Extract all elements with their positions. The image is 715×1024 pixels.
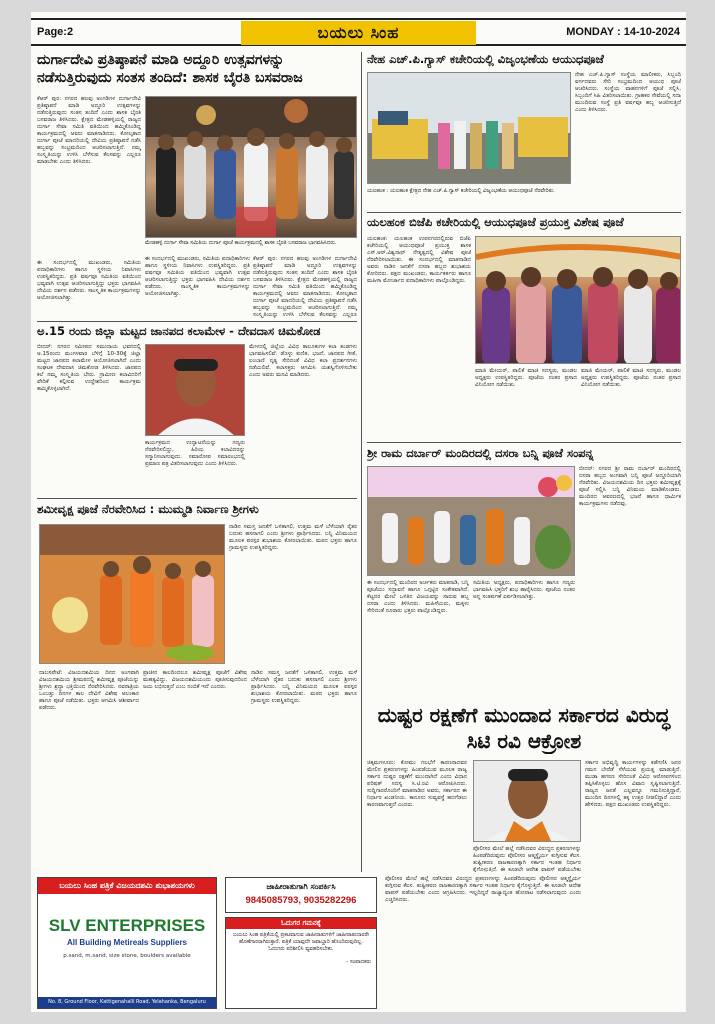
headline-shamivruksha: ಶಮೀವೃಕ್ಷ ಪೂಜೆ ನೆರವೇರಿಸಿದ : ಮುಮ್ಮಡಿ ನಿರ್ವಾಣ ಶ್ರೀಗಳು	[37, 502, 259, 516]
photo-bjp-puja	[475, 236, 681, 364]
headline-ctravi: ದುಷ್ಟರ ರಕ್ಷಣೆಗೆ ಮುಂದಾದ ಸರ್ಕಾರದ ವಿರುದ್ಧ ಸಿಟಿ ರವಿ ಆಕ್ರೋಶ	[377, 703, 671, 753]
issue-date: MONDAY : 14-10-2024	[566, 26, 680, 38]
article-bjp-body: ಯಲಹಂಕ: ಯಲಹಂಕ ಉಪನಗರದಲ್ಲಿರುವ ಬಿಜೆಪಿ ಕಚೇರಿಯಲ್ಲಿ ಆಯುಧಪೂಜೆ ಪ್ರಯುಕ್ತ ಶಾಸಕ ಎಸ್.ಆರ್.ವಿಶ್ವನಾಥ್ ನೇತೃತ್ವದಲ್ಲಿ ವಿಶೇಷ ಪೂಜೆ ನೆರವೇರಿಸಲಾಯಿತು. ಈ ಸಂದರ್ಭದಲ್ಲಿ ಮಾತನಾಡಿದ ಅವರು ನಾಡಿನ ಜನತೆಗೆ ದಸರಾ ಹಬ್ಬದ ಶುಭಾಶಯ ಕೋರಿದರು. ಪಕ್ಷದ ಮುಖಂಡರು, ಕಾರ್ಯಕರ್ತರು ಹಾಗೂ ಮಹಿಳಾ ಮೋರ್ಚಾದ ಪದಾಧಿಕಾರಿಗಳು ಪಾಲ್ಗೊಂಡಿದ್ದರು.	[367, 236, 471, 284]
ad-banner: ಬಯಲು ಸಿಂಹ ಪತ್ರಿಕೆ ವಿಜಯದಶಮಿ ಶುಭಾಶಯಗಳು	[38, 878, 216, 894]
article-janapada-body-3: ಮೇಳದಲ್ಲಿ ಜಿಲ್ಲೆಯ ವಿವಿಧ ತಾಲೂಕುಗಳ ಕಲಾ ತಂಡಗಳು ಭಾಗವಹಿಸಲಿವೆ. ಡೊಳ್ಳು ಕುಣಿತ, ಭಜನೆ, ಜಾನಪದ ಗೀತೆ, ಲಂಬಾಣಿ ನೃತ್ಯ ಸೇರಿದಂತೆ ವಿವಿಧ ಕಲಾ ಪ್ರದರ್ಶನಗಳು ನಡೆಯಲಿವೆ. ಕಲಾಸಕ್ತರು ಆಗಮಿಸಿ ಯಶಸ್ವಿಗೊಳಿಸಬೇಕು ಎಂದು ಅವರು ಮನವಿ ಮಾಡಿದರು.	[249, 344, 357, 378]
notice-signoff: - ಸಂಪಾದಕರು	[346, 959, 371, 965]
advertisement-slv-enterprises	[37, 877, 217, 1009]
headline-ramadarbar: ಶ್ರೀ ರಾಮ ದರ್ಬಾರ್ ಮಂದಿರದಲ್ಲಿ ದಸರಾ ಬನ್ನಿ ಪೂಜೆ ಸಂಪನ್ನ	[367, 446, 594, 460]
article-bjp-body-2: ಮಾಜಿ ಮೇಯರ್, ಪಾಲಿಕೆ ಮಾಜಿ ಸದಸ್ಯರು, ಮಂಡಲ ಅಧ್ಯಕ್ಷರು ಉಪಸ್ಥಿತರಿದ್ದರು. ಪೂಜೆಯ ನಂತರ ಪ್ರಸಾದ ವಿನಿಯೋಗ ನಡೆಯಿತು.	[475, 368, 577, 388]
photo-durga-puja-stage	[145, 96, 357, 238]
ad-address: No. 8, Ground Floor, Kattigenahalli Road, Yelahanka, Bengaluru	[38, 997, 216, 1008]
notice-text: ಬಯಲು ಸಿಂಹ ಪತ್ರಿಕೆಯಲ್ಲಿ ಪ್ರಕಟವಾಗುವ ಜಾಹೀರಾತುಗಳಿಗೆ ಜಾಹೀರಾತುದಾರರೇ ಹೊಣೆಗಾರರಾಗಿರುತ್ತಾರೆ. ಪತ್ರಿಕೆ ಯಾವುದೇ ಜವಾಬ್ದಾರಿ ಹೊಂದಿರುವುದಿಲ್ಲ. ಓದುಗರು ಪರಿಶೀಲಿಸಿ ವ್ಯವಹರಿಸಬೇಕು.	[232, 932, 370, 952]
photo-shami-puja	[39, 524, 225, 664]
article-ramadarbar-body-3: ಸಮಿತಿಯ ಅಧ್ಯಕ್ಷರು, ಪದಾಧಿಕಾರಿಗಳು ಹಾಗೂ ಗಣ್ಯರು ಭಾಗವಹಿಸಿ ಭಕ್ತರಿಗೆ ಶುಭ ಹಾರೈಸಿದರು. ಪೂಜೆಯ ನಂತರ ಅನ್ನ ಸಂತರ್ಪಣೆ ಏರ್ಪಡಿಸಲಾಗಿತ್ತು.	[473, 580, 575, 600]
article-durgadevi-body-4: ಕೆಆರ್ ಪುರ: ನಗರದ ಹಲವು ಅಂಗಡಿಗಳ ದುರ್ಗಾದೇವಿ ಪ್ರತಿಷ್ಠಾಪನೆ ಮಾಡಿ ಅದ್ದೂರಿ ಉತ್ಸವಗಳನ್ನು ನಡೆಸುತ್ತಿರುವುದು ಸಂತಸ ತಂದಿದೆ ಎಂದು ಶಾಸಕ ಬೈರತಿ ಬಸವರಾಜ ತಿಳಿಸಿದರು. ಕ್ಷೇತ್ರದ ಮೇಡಹಳ್ಳಿಯಲ್ಲಿ ರಾಜ್ಯದ ದುರ್ಗಾ ಸೇವಾ ಸಮಿತಿ ವತಿಯಿಂದ ಹಮ್ಮಿಕೊಂಡಿದ್ದ ಕಾರ್ಯಕ್ರಮದಲ್ಲಿ ಅವರು ಮಾತನಾಡಿದರು. ಕೋಲ್ಕತಾದ ದುರ್ಗಾ ಪೂಜೆ ಮಾದರಿಯಲ್ಲಿ ದೇವಿಯ ಪ್ರತಿಷ್ಠಾಪನೆ ನಡೆಸಿ ಹಬ್ಬವನ್ನು ಸಂಭ್ರಮದಿಂದ ಆಚರಿಸಲಾಗುತ್ತಿದೆ. ನಮ್ಮ ಸಂಸ್ಕೃತಿಯನ್ನು ಉಳಿಸಿ ಬೆಳೆಸುವ ಕೆಲಸವನ್ನು ಎಲ್ಲರೂ	[253, 256, 357, 318]
article-bjp-body-3: ಮಾಜಿ ಮೇಯರ್, ಪಾಲಿಕೆ ಮಾಜಿ ಸದಸ್ಯರು, ಮಂಡಲ ಅಧ್ಯಕ್ಷರು ಉಪಸ್ಥಿತರಿದ್ದರು. ಪೂಜೆಯ ನಂತರ ಪ್ರಸಾದ ವಿನಿಯೋಗ ನಡೆಯಿತು.	[581, 368, 681, 388]
headline-gas: ನೇಹ ಎಚ್.ಪಿ.ಗ್ಯಾಸ್ ಕಚೇರಿಯಲ್ಲಿ ವಿಜೃಂಭಣೆಯ ಆಯುಧಪೂಜೆ	[367, 52, 604, 66]
photo-portrait-devadasa	[145, 344, 245, 436]
newspaper-page	[31, 12, 686, 1012]
photo-ramadarbar-puja	[367, 466, 575, 576]
article-ctravi-body: ಚಿಕ್ಕಮಗಳೂರು: ಕೋಮು ಗಲಭೆಗೆ ಕಾರಣರಾದವರ ಮೇಲಿನ ಪ್ರಕರಣಗಳನ್ನು ಹಿಂಪಡೆಯುವ ಮೂಲಕ ರಾಜ್ಯ ಸರ್ಕಾರ ದುಷ್ಟರ ರಕ್ಷಣೆಗೆ ಮುಂದಾಗಿದೆ ಎಂದು ವಿಧಾನ ಪರಿಷತ್ ಸದಸ್ಯ ಸಿ.ಟಿ.ರವಿ ಆರೋಪಿಸಿದರು. ಸುದ್ದಿಗಾರರೊಂದಿಗೆ ಮಾತನಾಡಿದ ಅವರು, ಸರ್ಕಾರದ ಈ ನಿರ್ಧಾರ ಖಂಡನೀಯ. ಕಾನೂನು ಸುವ್ಯವಸ್ಥೆ ಹದಗೆಡಲು ಕಾರಣವಾಗುತ್ತದೆ ಎಂದರು.	[367, 760, 467, 808]
reader-notice	[225, 917, 377, 1009]
divider	[37, 498, 357, 499]
article-ramadarbar-body: ಬೀದರ್: ನಗರದ ಶ್ರೀ ರಾಮ ದರ್ಬಾರ್ ಮಂದಿರದಲ್ಲಿ ದಸರಾ ಹಬ್ಬದ ಅಂಗವಾಗಿ ಬನ್ನಿ ಪೂಜೆ ಅದ್ದೂರಿಯಾಗಿ ನೆರವೇರಿತು. ವಿಜಯದಶಮಿಯ ದಿನ ಭಕ್ತರು ಶಮೀವೃಕ್ಷಕ್ಕೆ ಪೂಜೆ ಸಲ್ಲಿಸಿ ಬನ್ನಿ ವಿನಿಮಯ ಮಾಡಿಕೊಂಡರು. ಮಂದಿರದ ಆವರಣದಲ್ಲಿ ಭಜನೆ ಹಾಗೂ ಧಾರ್ಮಿಕ ಕಾರ್ಯಕ್ರಮಗಳು ನಡೆದವು.	[579, 466, 681, 507]
caption-gas: ಯಲಹಂಕ : ಯಲಹಂಕ ಕ್ಷೇತ್ರದ ನೇಹ ಎಚ್.ಪಿ.ಗ್ಯಾಸ್ ಕಚೇರಿಯಲ್ಲಿ ವಿಜೃಂಭಣೆಯ ಆಯುಧಪೂಜೆ ನೆರವೇರಿತು.	[367, 188, 555, 194]
headline-janapada: ಅ.15 ರಂದು ಜಿಲ್ಲಾ ಮಟ್ಟದ ಜಾನಪದ ಕಲಾಮೇಳ - ದೇವದಾಸ ಚಿಮಕೋಡ	[37, 324, 321, 338]
article-shamivruksha-body-3: ಪ್ರಾಚೀನ ಕಾಲದಿಂದಲೂ ಶಮೀವೃಕ್ಷ ಪೂಜೆಗೆ ವಿಶೇಷ ಮಹತ್ವವಿದ್ದು, ವಿಜಯದಶಮಿಯಂದು ಪೂಜಿಸುವುದರಿಂದ ಜಯ ಲಭಿಸುತ್ತದೆ ಎಂಬ ನಂಬಿಕೆ ಇದೆ ಎಂದರು.	[143, 670, 247, 690]
caption-durgadevi: ಮೇಡಹಳ್ಳಿ ದುರ್ಗಾ ಸೇವಾ ಸಮಿತಿಯ ದುರ್ಗಾ ಪೂಜೆ ಕಾರ್ಯಕ್ರಮದಲ್ಲಿ ಶಾಸಕ ಬೈರತಿ ಬಸವರಾಜ ಭಾಗವಹಿಸಿದರು.	[145, 240, 337, 246]
page-number: Page:2	[37, 26, 74, 38]
article-durgadevi-body-2: ಈ ಸಂದರ್ಭದಲ್ಲಿ ಮುಖಂಡರು, ಸಮಿತಿಯ ಪದಾಧಿಕಾರಿಗಳು ಹಾಗೂ ಸ್ಥಳೀಯ ನಿವಾಸಿಗಳು ಉಪಸ್ಥಿತರಿದ್ದರು. ಪ್ರತಿ ವರ್ಷವೂ ಸಮಿತಿಯ ವತಿಯಿಂದ ಭವ್ಯವಾಗಿ ಉತ್ಸವ ಆಚರಿಸಲಾಗುತ್ತಿದ್ದು ಭಕ್ತರು ಭಾಗವಹಿಸಿ ದೇವಿಯ ದರ್ಶನ ಪಡೆದರು. ಸಾಂಸ್ಕೃತಿಕ ಕಾರ್ಯಕ್ರಮಗಳನ್ನು ಆಯೋಜಿಸಲಾಗಿತ್ತು.	[37, 260, 141, 301]
article-janapada-body-2: ಕಾರ್ಯಕ್ರಮದ ಉದ್ಘಾಟನೆಯನ್ನು ಗಣ್ಯರು ನೆರವೇರಿಸಲಿದ್ದು, ಹಿರಿಯ ಕಲಾವಿದರನ್ನು ಸನ್ಮಾನಿಸಲಾಗುವುದು. ಸಮಾರೋಪ ಸಮಾರಂಭದಲ್ಲಿ ಪ್ರಮಾಣ ಪತ್ರ ವಿತರಿಸಲಾಗುವುದು ಎಂದು ತಿಳಿಸಿದರು.	[145, 440, 245, 467]
photo-ct-ravi	[473, 760, 581, 842]
divider	[367, 212, 681, 213]
photo-gas-office	[367, 72, 571, 184]
ad-items: p.sand, m.sand, size stone, boulders available	[63, 953, 191, 959]
divider	[367, 442, 681, 443]
masthead	[31, 18, 686, 46]
headline-bjp: ಯಲಹಂಕ ಬಿಜೆಪಿ ಕಚೇರಿಯಲ್ಲಿ ಆಯುಧಪೂಜೆ ಪ್ರಯುಕ್ತ ವಿಶೇಷ ಪೂಜೆ	[367, 215, 624, 229]
notice-title: ಓದುಗರ ಗಮನಕ್ಕೆ	[226, 918, 376, 929]
article-ctravi-body-4: ಪೊಲೀಸರ ಮೇಲೆ ಹಲ್ಲೆ ನಡೆಸಿದವರ ವಿರುದ್ಧದ ಪ್ರಕರಣಗಳನ್ನು ಹಿಂಪಡೆದಿರುವುದು ಪೊಲೀಸರ ಆತ್ಮಸ್ಥೈರ್ಯ ಕುಗ್ಗಿಸುವ ಕೆಲಸ. ತುಷ್ಟೀಕರಣ ರಾಜಕಾರಣಕ್ಕಾಗಿ ಸರ್ಕಾರ ಇಂತಹ ನಿರ್ಧಾರ ಕೈಗೊಳ್ಳುತ್ತಿದೆ. ಈ ಕೂಡಲೇ ಆದೇಶ ವಾಪಸ್ ಪಡೆಯಬೇಕು ಎಂದು ಆಗ್ರಹಿಸಿದರು. ಇಲ್ಲದಿದ್ದರೆ ರಾಜ್ಯಾದ್ಯಂತ ಹೋರಾಟ ನಡೆಸಲಾಗುವುದು ಎಂದು ಎಚ್ಚರಿಸಿದರು.	[385, 876, 581, 903]
article-ctravi-body-3: ಸರ್ಕಾರ ಅಭಿವೃದ್ಧಿ ಕಾರ್ಯಗಳನ್ನು ಕಡೆಗಣಿಸಿ ಜನರ ಗಮನ ಬೇರೆಡೆ ಸೆಳೆಯುವ ಪ್ರಯತ್ನ ಮಾಡುತ್ತಿದೆ. ಮುಡಾ ಹಗರಣ ಸೇರಿದಂತೆ ವಿವಿಧ ಆರೋಪಗಳಿಂದ ತಪ್ಪಿಸಿಕೊಳ್ಳಲು ಹೊಸ ವಿವಾದ ಸೃಷ್ಟಿಸಲಾಗುತ್ತಿದೆ. ರಾಜ್ಯದ ಜನತೆ ಎಲ್ಲವನ್ನೂ ಗಮನಿಸುತ್ತಿದ್ದಾರೆ, ಮುಂದಿನ ದಿನಗಳಲ್ಲಿ ತಕ್ಕ ಉತ್ತರ ನೀಡಲಿದ್ದಾರೆ ಎಂದು ಹೇಳಿದರು. ಪಕ್ಷದ ಮುಖಂಡರು ಉಪಸ್ಥಿತರಿದ್ದರು.	[585, 760, 681, 808]
advertisement-contact	[225, 877, 377, 913]
article-gas-body: ನೇಹ ಎಚ್.ಪಿ.ಗ್ಯಾಸ್ ಸಂಸ್ಥೆಯ ಮಾಲೀಕರು, ಸಿಬ್ಬಂದಿ ವರ್ಗದವರು ಸೇರಿ ಸಂಭ್ರಮದಿಂದ ಆಯುಧ ಪೂಜೆ ಆಚರಿಸಿದರು. ಸಂಸ್ಥೆಯ ವಾಹನಗಳಿಗೆ ಪೂಜೆ ಸಲ್ಲಿಸಿ, ಸಿಬ್ಬಂದಿಗೆ ಸಿಹಿ ವಿತರಿಸಲಾಯಿತು. ಗ್ರಾಹಕರ ಸೇವೆಯಲ್ಲಿ ಸದಾ ಮುಂದಿರುವ ಸಂಸ್ಥೆ ಪ್ರತಿ ವರ್ಷವೂ ಹಬ್ಬ ಆಚರಿಸುತ್ತಿದೆ ಎಂದು ತಿಳಿಸಿದರು.	[575, 72, 681, 113]
ad-tagline: All Building Metireals Suppliers	[66, 938, 188, 947]
contact-phones: 9845085793, 9035282296	[245, 895, 357, 906]
contact-label: ಜಾಹೀರಾತುಗಾಗಿ ಸಂಪರ್ಕಿಸಿ	[266, 882, 336, 891]
article-shamivruksha-body-2: ನಾಡಿನ ಸಮಸ್ತ ಜನತೆಗೆ ಒಳಿತಾಗಲಿ, ಉತ್ತಮ ಮಳೆ ಬೆಳೆಯಾಗಿ ರೈತರ ಬದುಕು ಹಸನಾಗಲಿ ಎಂದು ಶ್ರೀಗಳು ಪ್ರಾರ್ಥಿಸಿದರು. ಬನ್ನಿ ವಿನಿಮಯದ ಮೂಲಕ ಪರಸ್ಪರ ಶುಭಾಶಯ ಕೋರಲಾಯಿತು. ಮಠದ ಭಕ್ತರು ಹಾಗೂ ಗ್ರಾಮಸ್ಥರು ಉಪಸ್ಥಿತರಿದ್ದರು.	[229, 524, 357, 551]
article-ctravi-body-2: ಪೊಲೀಸರ ಮೇಲೆ ಹಲ್ಲೆ ನಡೆಸಿದವರ ವಿರುದ್ಧದ ಪ್ರಕರಣಗಳನ್ನು ಹಿಂಪಡೆದಿರುವುದು ಪೊಲೀಸರ ಆತ್ಮಸ್ಥೈರ್ಯ ಕುಗ್ಗಿಸುವ ಕೆಲಸ. ತುಷ್ಟೀಕರಣ ರಾಜಕಾರಣಕ್ಕಾಗಿ ಸರ್ಕಾರ ಇಂತಹ ನಿರ್ಧಾರ ಕೈಗೊಳ್ಳುತ್ತಿದೆ. ಈ ಕೂಡಲೇ ಆದೇಶ ವಾಪಸ್ ಪಡೆಯಬೇಕು	[473, 846, 581, 872]
column-divider	[361, 52, 362, 872]
divider	[37, 321, 357, 322]
article-ramadarbar-body-2: ಈ ಸಂದರ್ಭದಲ್ಲಿ ಮಂದಿರದ ಅರ್ಚಕರು ಮಾತನಾಡಿ, ಬನ್ನಿ ಪೂಜೆಯು ಸದ್ಭಾವನೆ ಹಾಗೂ ಒಗ್ಗಟ್ಟಿನ ಸಂಕೇತವಾಗಿದೆ. ಕೆಟ್ಟದರ ಮೇಲೆ ಒಳಿತಿನ ವಿಜಯವನ್ನು ಸಾರುವ ಹಬ್ಬ ದಸರಾ ಎಂದು ತಿಳಿಸಿದರು. ಮಹಿಳೆಯರು, ಮಕ್ಕಳು ಸೇರಿದಂತೆ ನೂರಾರು ಭಕ್ತರು ಪಾಲ್ಗೊಂಡಿದ್ದರು.	[367, 580, 469, 614]
article-durgadevi-body: ಕೆಆರ್ ಪುರ: ನಗರದ ಹಲವು ಅಂಗಡಿಗಳ ದುರ್ಗಾದೇವಿ ಪ್ರತಿಷ್ಠಾಪನೆ ಮಾಡಿ ಅದ್ದೂರಿ ಉತ್ಸವಗಳನ್ನು ನಡೆಸುತ್ತಿರುವುದು ಸಂತಸ ತಂದಿದೆ ಎಂದು ಶಾಸಕ ಬೈರತಿ ಬಸವರಾಜ ತಿಳಿಸಿದರು. ಕ್ಷೇತ್ರದ ಮೇಡಹಳ್ಳಿಯಲ್ಲಿ ರಾಜ್ಯದ ದುರ್ಗಾ ಸೇವಾ ಸಮಿತಿ ವತಿಯಿಂದ ಹಮ್ಮಿಕೊಂಡಿದ್ದ ಕಾರ್ಯಕ್ರಮದಲ್ಲಿ ಅವರು ಮಾತನಾಡಿದರು. ಕೋಲ್ಕತಾದ ದುರ್ಗಾ ಪೂಜೆ ಮಾದರಿಯಲ್ಲಿ ದೇವಿಯ ಪ್ರತಿಷ್ಠಾಪನೆ ನಡೆಸಿ ಹಬ್ಬವನ್ನು ಸಂಭ್ರಮದಿಂದ ಆಚರಿಸಲಾಗುತ್ತಿದೆ. ನಮ್ಮ ಸಂಸ್ಕೃತಿಯನ್ನು ಉಳಿಸಿ ಬೆಳೆಸುವ ಕೆಲಸವನ್ನು ಎಲ್ಲರೂ ಮಾಡಬೇಕು ಎಂದು ತಿಳಿಸಿದರು.	[37, 96, 141, 165]
article-durgadevi-body-3: ಈ ಸಂದರ್ಭದಲ್ಲಿ ಮುಖಂಡರು, ಸಮಿತಿಯ ಪದಾಧಿಕಾರಿಗಳು ಹಾಗೂ ಸ್ಥಳೀಯ ನಿವಾಸಿಗಳು ಉಪಸ್ಥಿತರಿದ್ದರು. ಪ್ರತಿ ವರ್ಷವೂ ಸಮಿತಿಯ ವತಿಯಿಂದ ಭವ್ಯವಾಗಿ ಉತ್ಸವ ಆಚರಿಸಲಾಗುತ್ತಿದ್ದು ಭಕ್ತರು ಭಾಗವಹಿಸಿ ದೇವಿಯ ದರ್ಶನ ಪಡೆದರು. ಸಾಂಸ್ಕೃತಿಕ ಕಾರ್ಯಕ್ರಮಗಳನ್ನು ಆಯೋಜಿಸಲಾಗಿತ್ತು.	[145, 256, 250, 297]
article-janapada-body: ಬೀದರ್: ನಗರದ ಸಮೀಪದ ಸಮುದಾಯ ಭವನದಲ್ಲಿ ಅ.15ರಂದು ಮಂಗಳವಾರ ಬೆಳಿಗ್ಗೆ 10-30ಕ್ಕೆ ಜಿಲ್ಲಾ ಮಟ್ಟದ ಜಾನಪದ ಕಲಾಮೇಳ ಆಯೋಜಿಸಲಾಗಿದೆ ಎಂದು ಸಂಘಟಕ ದೇವದಾಸ ಚಿಮಕೋಡ ತಿಳಿಸಿದರು. ಜಾನಪದ ಕಲೆ ನಮ್ಮ ಸಂಸ್ಕೃತಿಯ ಬೇರು. ಗ್ರಾಮೀಣ ಕಲಾವಿದರಿಗೆ ವೇದಿಕೆ ಕಲ್ಪಿಸುವ ಉದ್ದೇಶದಿಂದ ಕಾರ್ಯಕ್ರಮ ಹಮ್ಮಿಕೊಳ್ಳಲಾಗಿದೆ.	[37, 344, 141, 392]
article-shamivruksha-body: ದಾಬಸಪೇಟೆ: ವಿಜಯದಶಮಿಯ ದಿನದ ಅಂಗವಾಗಿ ವಿಜಯದಶಮಿಯ ಶ್ರೀಮಠದಲ್ಲಿ ಶಮೀವೃಕ್ಷ ಪೂಜೆಯನ್ನು ಶ್ರೀಗಳು ಶ್ರದ್ಧಾ ಭಕ್ತಿಯಿಂದ ನೆರವೇರಿಸಿದರು. ನವರಾತ್ರಿಯ ಒಂಬತ್ತು ದಿನಗಳ ಕಾಲ ದೇವಿಗೆ ವಿಶೇಷ ಅಲಂಕಾರ ಹಾಗೂ ಪೂಜೆ ನಡೆಯಿತು. ಭಕ್ತರು ಆಗಮಿಸಿ ಆಶೀರ್ವಾದ ಪಡೆದರು.	[39, 670, 139, 711]
headline-durgadevi: ದುರ್ಗಾದೇವಿ ಪ್ರತಿಷ್ಠಾಪನೆ ಮಾಡಿ ಅದ್ದೂರಿ ಉತ್ಸವಗಳನ್ನು ನಡೆಸುತ್ತಿರುವುದು ಸಂತಸ ತಂದಿದೆ: ಶಾಸಕ ಬೈರತಿ ಬಸವರಾಜ	[37, 52, 303, 86]
newspaper-title: ಬಯಲು ಸಿಂಹ	[241, 21, 476, 45]
ad-company-name: SLV ENTERPRISES	[48, 916, 206, 935]
article-shamivruksha-body-4: ನಾಡಿನ ಸಮಸ್ತ ಜನತೆಗೆ ಒಳಿತಾಗಲಿ, ಉತ್ತಮ ಮಳೆ ಬೆಳೆಯಾಗಿ ರೈತರ ಬದುಕು ಹಸನಾಗಲಿ ಎಂದು ಶ್ರೀಗಳು ಪ್ರಾರ್ಥಿಸಿದರು. ಬನ್ನಿ ವಿನಿಮಯದ ಮೂಲಕ ಪರಸ್ಪರ ಶುಭಾಶಯ ಕೋರಲಾಯಿತು. ಮಠದ ಭಕ್ತರು ಹಾಗೂ ಗ್ರಾಮಸ್ಥರು ಉಪಸ್ಥಿತರಿದ್ದರು.	[251, 670, 357, 704]
